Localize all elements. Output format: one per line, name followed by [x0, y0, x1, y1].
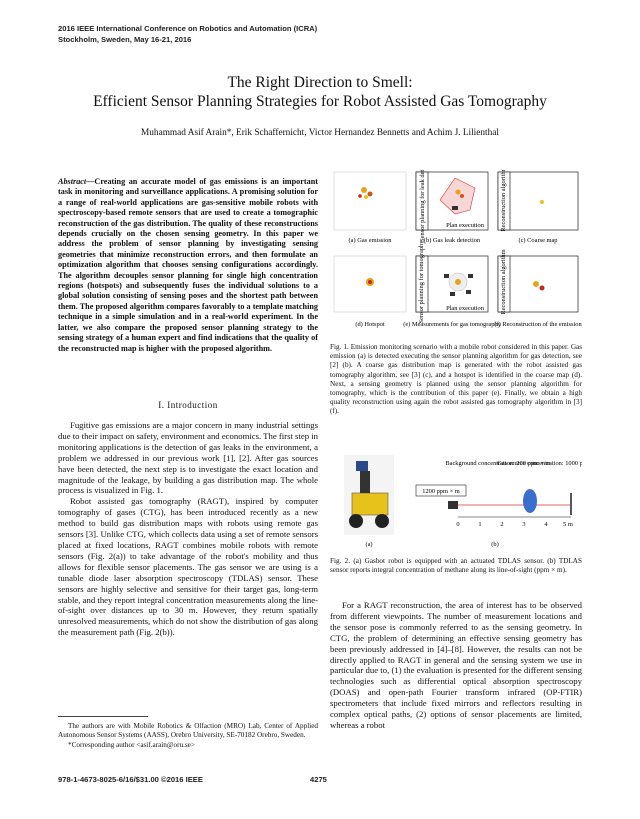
sensor-reading: 1200 ppm × m	[422, 488, 460, 495]
fig1-label-c: (c) Coarse map	[518, 237, 558, 244]
footnote-affiliation: The authors are with Mobile Robotics & Olfaction (MRO) Lab, Center of Applied Autonomous Sensor Systems (AASS), Orebro University, SE-70182 Orebro, Sweden.	[58, 722, 318, 740]
distance-tick: 2	[500, 521, 504, 528]
fig1-label-b: (b) Gas leak detection	[423, 237, 481, 244]
distance-tick: 0	[456, 521, 460, 528]
intro-paragraph: Robot assisted gas tomography (RAGT), inspired by computer tomography of gases (CTG), has been introduced recently as a new method to build gas distribution maps with robots using remote gas sensors [3]. Unlike CTG, which collects data using a set of remote sensors placed at fixed locations, RAGT combines mobile robots with remote sensors (Fig. 2(a)) to take advantage of the robot's mobility and thus allows for flexible sensor placements. The gas sensor we are using is a tunable diode laser absorption spectroscopy (TDLAS) sensor. These sensors are highly selective and sensitive for their target gas, long-term stable, and they report integral concentration measurements along the line-of-sight over distances up to 30 m. However, they return spatially unresolved measurements, which do not show the distribution of gas along the measurement path (Fig. 2(b)).	[58, 496, 318, 638]
right-column-text	[330, 600, 582, 731]
distance-tick: 1	[478, 521, 482, 528]
distance-tick: 4	[544, 521, 548, 528]
paper-title-line2: Efficient Sensor Planning Strategies for Robot Assisted Gas Tomography	[93, 93, 547, 110]
conference-location: Stockholm, Sweden, May 16-21, 2016	[58, 34, 192, 44]
page-number: 4275	[310, 775, 327, 784]
fig1-label-e: (e) Measurements for gas tomography	[403, 321, 501, 328]
intro-paragraph: Fugitive gas emissions are a major concern in many industrial settings due to their impact on safety, environment and economics. The first step in monitoring applications is the detection of gas leaks in the environment, a problem we addressed in our previous work [1], [2]. After gas sources have been detected, the next step is to investigate the exact location and magnitude of the leakage, by building a gas distribution map. The whole process is visualized in Fig. 1.	[58, 420, 318, 496]
figure-2-caption: Fig. 2. (a) Gasbot robot is equipped with an actuated TDLAS sensor. (b) TDLAS sensor reports integral concentration of methane along its line-of-sight (ppm × m).	[330, 557, 582, 575]
panel-coarse-map	[498, 172, 578, 230]
conference-name: 2016 IEEE International Conference on Robotics and Automation (ICRA)	[58, 24, 318, 33]
paper-title-line1: The Right Direction to Smell:	[227, 74, 413, 91]
figure-2-panels	[330, 453, 582, 553]
side-label-reconstruction-2: Reconstruction algorithm	[500, 249, 507, 315]
fig1-label-a: (a) Gas emission	[348, 237, 392, 244]
fig2-sublabel-b: (b)	[491, 541, 499, 548]
side-label-leak-detection: Sensor planning for leak detection	[419, 170, 426, 242]
footnote-rule	[58, 716, 148, 717]
background-concentration-text: Background concentration: 200 ppm × m	[445, 460, 551, 467]
abstract	[58, 177, 318, 354]
figure-1	[330, 170, 582, 340]
isbn-line: 978-1-4673-8025-6/16/$31.00 ©2016 IEEE	[58, 775, 203, 784]
plan-execution-label: Plan execution	[446, 305, 484, 312]
conference-header	[58, 24, 317, 45]
plan-execution-label: Plan execution	[446, 222, 484, 229]
abstract-text: Creating an accurate model of gas emissions is an important task in monitoring and surveillance applications. A promising solution for a range of real-world applications are gas-sensitive mobile robots with spectroscopy-based remote sensors that are used to create a tomographic reconstruction of the gas distribution. The quality of these reconstructions depends crucially on the chosen sensing geometry. In this paper we address the problem of sensor planning by investigating sensing geometries that minimize reconstruction errors, and then formulate an optimization algorithm that chooses sensing configurations accordingly. The algorithm decouples sensor planning for single high concentration regions (hotspots) and subsequently fuses the individual solutions to a global solution consisting of sensing poses and the shortest path between them. The proposed algorithm compares favorably to a template matching technique in a simple simulation and in a real-world experiment. In the latter, we also compare the proposed sensor planning strategy to the sensing strategy of a human expert and find indications that the quality of the reconstructed map is higher with the proposed algorithm.	[58, 177, 318, 353]
footnote	[58, 722, 318, 750]
introduction-body	[58, 420, 318, 638]
section-heading-introduction: I. Introduction	[158, 400, 218, 410]
panel-hotspot	[334, 256, 406, 312]
panel-reconstruction	[498, 256, 578, 312]
footnote-corresponding: *Corresponding author <asif.arain@oru.se>	[68, 740, 195, 749]
side-label-tomography: Sensor planning for tomography	[418, 240, 425, 324]
distance-tick: 3	[522, 521, 526, 528]
distance-tick: 5 m	[563, 521, 573, 528]
fig1-label-d: (d) Hotspot	[355, 321, 385, 328]
panel-gas-emission	[334, 172, 406, 230]
gasbot-robot-photo	[344, 455, 394, 535]
author-list: Muhammad Asif Arain*, Erik Schaffernicht, Victor Hernandez Bennetts and Achim J. Lilienthal	[141, 128, 499, 138]
figure-1-caption: Fig. 1. Emission monitoring scenario with a mobile robot considered in this paper. Gas emission (a) is detected executing the sensor planning algorithm for gas detection, see [2] (b). A coarse gas distribution map is generated with the robot assisted gas tomography algorithm, see [3] (c), and a hotspot is identified in the coarse map (d). Next, a sensing geometry is planned using the sensor planning algorithm for tomography, which is the contribution of this paper (e). Finally, we obtain a high quality reconstruction using again the robot assisted gas tomography algorithm in [3] (f).	[330, 343, 582, 416]
panel-measurements-tomography	[416, 256, 488, 312]
source-concentration-text: Gas source concentration: 1000 p	[497, 460, 582, 467]
figure-1-panels	[330, 170, 582, 340]
figure-2	[330, 453, 582, 553]
tdlas-sensor-icon	[448, 501, 458, 509]
abstract-label: Abstract—	[58, 177, 95, 186]
fig1-label-f: (f) Reconstruction of the emission	[494, 321, 582, 328]
side-label-reconstruction-1: Reconstruction algorithm	[500, 170, 507, 232]
body-paragraph: For a RAGT reconstruction, the area of interest has to be observed from different viewpoints. The number of measurement locations and the sensor pose is commonly referred to as the sensing geometry. In CTG, the problem of determining an effective sensing geometry has been previously addressed in [4]–[8]. However, the results can not be directly applied to RAGT in general and the sensing system we use in particular due to, (1) the evaluation is presented for the different sensing technologies such as differential optical absorption spectroscopy (DOAS) and open-path Fourier transform infrared (OP-FTIR) spectrometers that include fixed mirrors and reflectors resulting in complex optical paths, (2) options of sensor placements are limited, whereas a robot	[330, 600, 582, 730]
fig2-sublabel-a: (a)	[365, 541, 373, 548]
gas-plume-icon	[523, 489, 537, 513]
